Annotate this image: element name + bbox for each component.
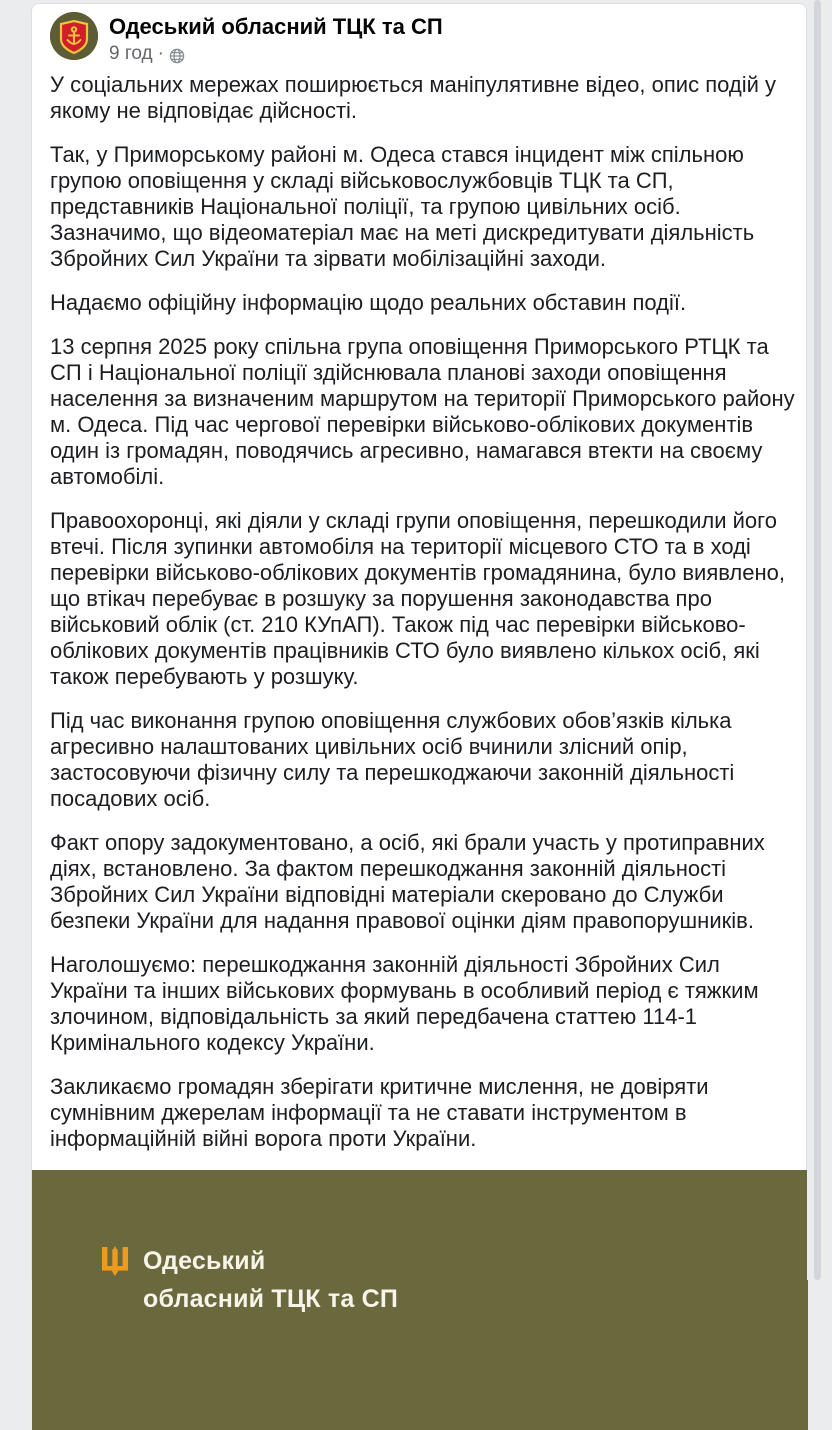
post-paragraph: Закликаємо громадян зберігати критичне мислення, не довіряти сумнівним джерелам інформації та не ставати інструментом в інформаційній війні ворога проти України.	[50, 1074, 709, 1151]
odesa-coat-of-arms-icon	[50, 12, 98, 60]
post-card	[31, 3, 807, 1313]
header-info	[109, 12, 443, 66]
banner-title-line2: обласний ТЦК та СП	[143, 1285, 399, 1313]
banner-logo-block	[102, 1242, 398, 1318]
post-paragraph: Надаємо офіційну інформацію щодо реальних обставин події.	[50, 290, 687, 315]
attachment-image-banner[interactable]	[32, 1170, 808, 1430]
post-paragraph: Наголошуємо: перешкоджання законній діяльності Збройних Сил України та інших військових формувань в особливий період є тяжким злочином, відповідальність за який передбачена статтею 114-1 Кримінального кодексу України.	[50, 952, 759, 1055]
right-gutter	[807, 0, 832, 1280]
meta-separator: ·	[157, 43, 164, 64]
post-paragraph: Під час виконання групою оповіщення службових обов’язків кілька агресивно налаштованих цивільних осіб вчинили злісний опір, застосовуючи фізичну силу та перешкоджаючи законній діяльності посадових осіб.	[50, 708, 735, 811]
page-avatar[interactable]	[50, 12, 98, 60]
post-paragraph: Правоохоронці, які діяли у складі групи оповіщення, перешкодили його втечі. Після зупинки автомобіля на території місцевого СТО та в ході перевірки військово-облікових документів громадянина, було виявлено, що втікач перебуває в розшуку за порушення законодавства про військовий облік (ст. 210 КУпАП). Також під час перевірки військово-облікових документів працівників СТО було виявлено кількох осіб, які також перебувають у розшуку.	[50, 508, 785, 689]
timestamp-link[interactable]: 9 год	[109, 43, 153, 64]
banner-title-line1: Одеський	[143, 1247, 266, 1275]
page-name-link[interactable]: Одеський обласний ТЦК та СП	[109, 14, 443, 39]
globe-privacy-icon	[169, 47, 185, 63]
post-paragraph: 13 серпня 2025 року спільна група оповіщення Приморського РТЦК та СП і Національної поліції здійснювала планові заходи оповіщення населення за визначеним маршрутом на території Приморського району м. Одеса. Під час чергової перевірки військово-облікових документів один із громадян, поводячись агресивно, намагався втекти на своєму автомобілі.	[50, 334, 795, 489]
trident-icon	[102, 1246, 128, 1276]
post-paragraph: Так, у Приморському районі м. Одеса стався інцидент між спільною групою оповіщення у складі військовослужбовців ТЦК та СП, представників Національної поліції, та групою цивільних осіб. Зазначимо, що відеоматеріал має на меті дискредитувати діяльність Збройних Сил України та зірвати мобілізаційні заходи.	[50, 142, 755, 271]
post-header	[32, 4, 806, 68]
scrollbar[interactable]	[814, 0, 821, 1280]
post-body-text	[32, 68, 806, 1152]
post-paragraph: Факт опору задокументовано, а осіб, які брали участь у протиправних діях, встановлено. За фактом перешкоджання законній діяльності Збройних Сил України відповідні матеріали скеровано до Служби безпеки України для надання правової оцінки діям правопорушників.	[50, 830, 765, 933]
post-meta	[109, 42, 443, 66]
banner-title	[143, 1242, 398, 1318]
post-paragraph: У соціальних мережах поширюється маніпулятивне відео, опис подій у якому не відповідає дійсності.	[50, 72, 776, 123]
